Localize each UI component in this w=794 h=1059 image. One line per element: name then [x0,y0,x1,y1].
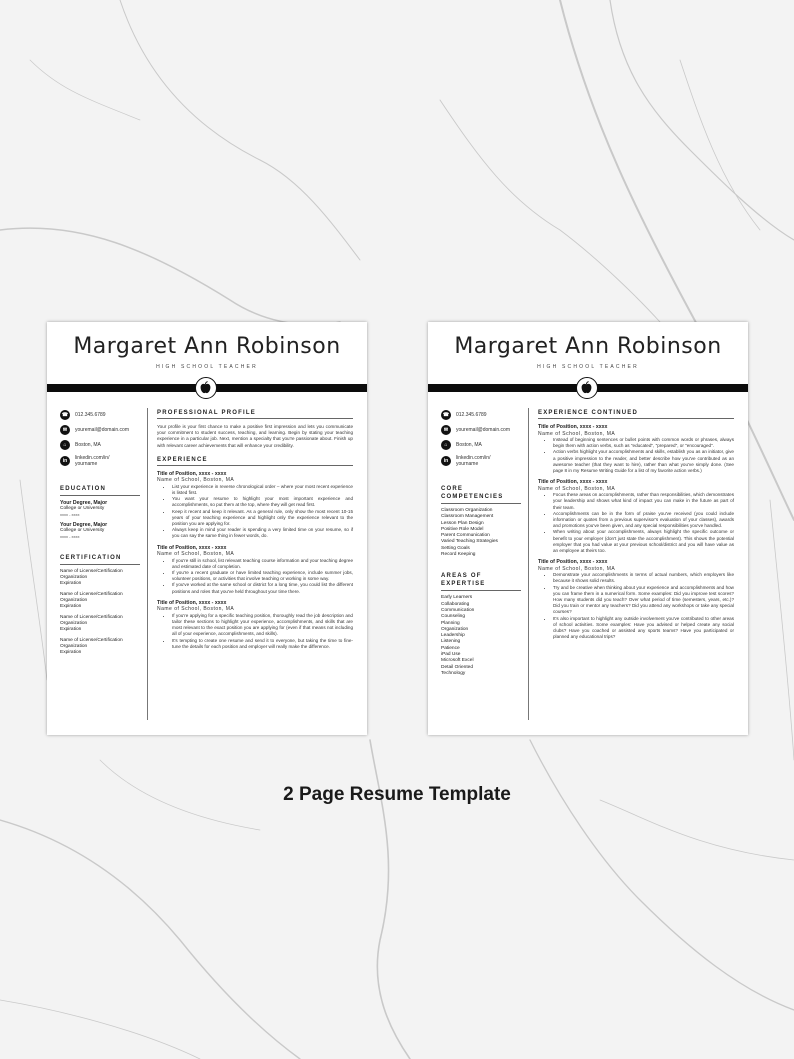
location-text: Boston, MA [456,442,482,448]
linkedin-icon: in [60,456,70,466]
job-bullets [172,558,353,595]
job-bullet: • Demonstrate your accomplishments in terms of actual numbers, which employers like because it shows solid results. [553,572,734,584]
experience-heading: EXPERIENCE [157,457,353,466]
expertise-item: Listening [441,639,461,645]
location-text: Boston, MA [75,442,101,448]
contact-location [441,440,521,450]
job-bullet: • If you're applying for a specific teaching position, thoroughly read the job description and tailor these sections to highlight your experience, accomplishments, and skills that are most relevant to the exact position you are applying for (even if that means not including all of your experience, accomplishments, and skills). [172,613,353,638]
job-bullet: • Instead of beginning sentences or bullet points with common words or phrases, always begin them with action verbs, such as "educated", "prepared", or "encouraged". [553,437,734,449]
contact-email [60,425,140,435]
certification-entry: Name of License/Certification Organization Expiration [60,569,123,586]
phone-text: 012.345.6789 [75,412,106,418]
resume-role: HIGH SCHOOL TEACHER [537,364,639,370]
job-bullet: • If you're still in school, list relevant teaching course information and your teaching degree and estimated date of completion. [172,558,353,570]
certification-entry: Name of License/Certification Organization Expiration [60,638,123,655]
sidebar [60,410,140,661]
job-bullet: • Accomplishments can be in the form of praise you've received (you could include information or quotes from a previous supervisor's evaluation of your classes), awards and promotions you've been given, and any special responsibilities you've handled. [553,511,734,530]
certification-entry: Name of License/Certification Organization Expiration [60,615,123,632]
competency-item: Parent Communication [441,533,490,539]
degree-school: College or University [60,528,105,533]
job-bullets [553,572,734,640]
degree-dates: xxxx - xxxx [60,512,80,517]
expertise-item: Patience [441,645,460,651]
job-bullets [553,437,734,474]
column-divider [147,408,148,720]
core-competencies-heading: CORE COMPETENCIES [441,485,521,504]
job-school: Name of School, Boston, MA [538,430,616,437]
apple-badge [195,377,217,399]
job-title: Title of Position, xxxx - xxxx [157,544,227,551]
job-entry [538,559,734,640]
job-school: Name of School, Boston, MA [157,606,235,613]
expertise-item: Collaborating [441,601,470,607]
linkedin-text: linkedin.com/in/ yourname [75,455,110,467]
job-title: Title of Position, xxxx - xxxx [538,559,608,566]
job-school: Name of School, Boston, MA [538,565,616,572]
job-bullet: • If you're a recent graduate or have limited teaching experience, include summer jobs, volunteer positions, or activities that involve teaching or working in some way. [172,570,353,582]
competency-item: Setting Goals [441,545,470,551]
email-icon: ✉ [441,425,451,435]
home-icon: ⌂ [441,440,451,450]
experience-continued-heading: EXPERIENCE CONTINUED [538,410,734,419]
caption-title: 2 Page Resume Template [283,784,511,805]
competency-item: Varied Teaching Strategies [441,539,498,545]
competency-item: Lesson Plan Design [441,520,484,526]
resume-page-2 [428,322,748,735]
job-school: Name of School, Boston, MA [538,485,616,492]
resume-role: HIGH SCHOOL TEACHER [156,364,258,370]
certification-heading: CERTIFICATION [60,554,140,565]
expertise-item: Microsoft Excel [441,658,474,664]
degree-school: College or University [60,506,105,511]
job-entry [157,471,353,540]
linkedin-text: linkedin.com/in/ yourname [456,455,491,467]
job-school: Name of School, Boston, MA [157,477,235,484]
phone-text: 012.345.6789 [456,412,487,418]
job-school: Name of School, Boston, MA [157,551,235,558]
resume-page-1 [47,322,367,735]
email-text: youremail@domain.com [75,427,129,433]
expertise-item: Leadership [441,633,465,639]
expertise-item: Detail Oriented [441,664,473,670]
job-entry [538,424,734,474]
job-entry [157,545,353,595]
main-column [538,410,734,645]
job-bullet: • You want your resume to highlight your most important experience and accomplishments, so put them at the top, where they will get read first. [172,496,353,508]
job-entry [538,479,734,554]
home-icon: ⌂ [60,440,70,450]
resume-name: Margaret Ann Robinson [454,334,722,359]
areas-of-expertise-heading: AREAS OF EXPERTISE [441,572,521,591]
job-bullet: • It's also important to highlight any outside involvement you've contributed to other areas of school activities. Some examples: Have you advised or helped create any social clubs? Have you coached or assisted any sports teams? Have you participated or planned any educational trips? [553,616,734,641]
apple-icon [581,381,592,394]
linkedin-icon: in [441,456,451,466]
competency-item: Record Keeping [441,552,476,558]
column-divider [528,408,529,720]
job-bullet: • If you've worked at the same school or district for a long time, you could list the different positions and roles that you've held throughout your time there. [172,582,353,594]
expertise-item: Planning [441,620,460,626]
contact-linkedin [441,455,521,467]
expertise-item: Counseling [441,614,466,620]
degree-title: Your Degree, Major [60,522,108,528]
education-heading: EDUCATION [60,485,140,496]
job-bullet: • Action verbs highlight your accomplishments and skills, establish you as an initiator, give a positive impression to the reader, and better describe how you've contributed as an awesome teacher (that they want to hire), rather than what you've simply done. (See page 8 in my Resume Writing Guide for a list of my favorite action verbs.) [553,449,734,474]
job-entry [157,600,353,650]
expertise-item: Technology [441,670,466,676]
email-text: youremail@domain.com [456,427,510,433]
contact-phone [60,410,140,420]
profile-text: Your profile is your first chance to make a positive first impression and lets you communicate your commitment to student success, teaching, and learning. Begin by stating your teaching experience in a particular job. Next, mention a specialty that you're passionate about. Finish up with relevant career achievements that will enhance your credibility. [157,424,353,448]
sidebar [441,410,521,677]
degree-dates: xxxx - xxxx [60,534,80,539]
expertise-item: Organization [441,626,469,632]
contact-location [60,440,140,450]
job-bullets [553,492,734,554]
job-bullet: • Try and be creative when thinking about your experience and accomplishments and how you can frame them in a numerical form. Some examples: Did you improve test scores? How many students did you teach? Over what period of time (semesters, years, etc.)? Did you train or mentor any teachers? Did you attend any workshops or take any special courses? [553,585,734,616]
phone-icon: ☎ [61,412,69,418]
main-column [157,410,353,655]
job-bullet: • When writing about your accomplishments, always highlight the specific outcome or benefit to your employer (don't just state the accomplishment). This shows the potential employer that you had value at your previous school/district and you will have value as an employee at theirs too. [553,529,734,554]
profile-heading: PROFESSIONAL PROFILE [157,410,353,419]
education-entry [60,522,140,540]
job-title: Title of Position, xxxx - xxxx [157,470,227,477]
job-title: Title of Position, xxxx - xxxx [538,479,608,486]
expertise-item: iPad Use [441,652,461,658]
contact-phone [441,410,521,420]
job-bullet: • Keep it recent and keep it relevant. As a general rule, only show the most recent 10-15 years of your teaching experience and highlight only the experience relevant to the position you are applying for. [172,509,353,528]
job-bullet: • It's tempting to create one resume and send it to everyone, but taking the time to fine-tune the details for each position and employer will really make the difference. [172,638,353,650]
email-icon: ✉ [60,425,70,435]
job-title: Title of Position, xxxx - xxxx [157,599,227,606]
job-bullet: • Always keep in mind your reader is spending a very limited time on your resume, so if you can say the same thing in fewer words, do. [172,527,353,539]
apple-badge [576,377,598,399]
job-bullets [172,484,353,540]
certification-entry: Name of License/Certification Organization Expiration [60,592,123,609]
degree-title: Your Degree, Major [60,500,108,506]
resume-name: Margaret Ann Robinson [73,334,341,359]
phone-icon: ☎ [442,412,450,418]
competency-item: Classroom Organization [441,508,493,513]
competency-item: Classroom Management [441,514,494,520]
job-bullets [172,613,353,650]
contact-email [441,425,521,435]
expertise-item: Communication [441,607,475,613]
apple-icon [200,381,211,394]
job-bullet: • List your experience in reverse chronological order – where your most recent experience is listed first. [172,484,353,496]
competency-item: Positive Role Model [441,526,484,532]
job-bullet: • Focus these areas on accomplishments, rather than responsibilities, which demonstrates your leadership and shows what kind of impact you can make in the future as part of their team. [553,492,734,511]
contact-linkedin [60,455,140,467]
job-title: Title of Position, xxxx - xxxx [538,424,608,430]
education-entry [60,500,140,518]
expertise-item: Early Learners [441,595,473,601]
